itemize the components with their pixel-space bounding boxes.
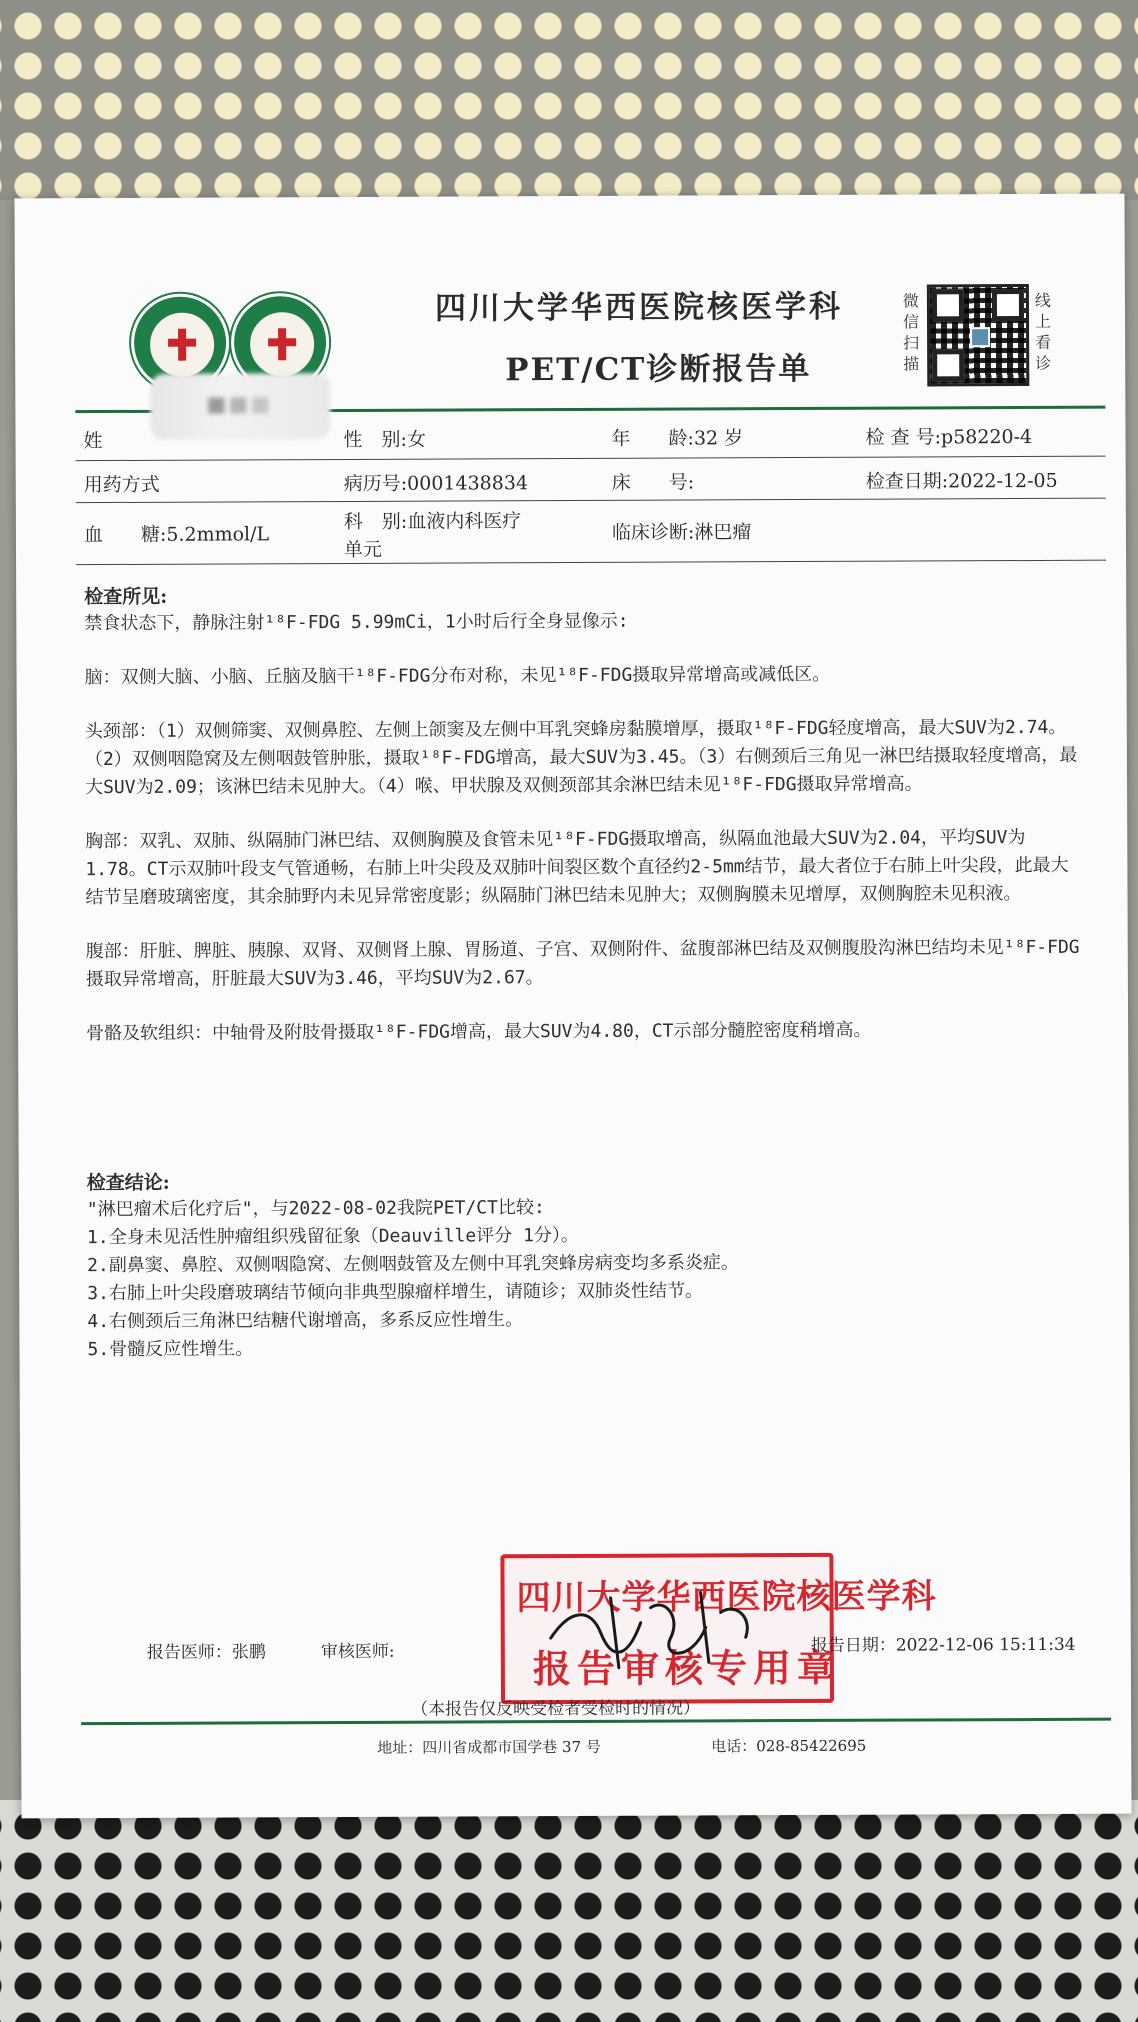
department-field-cont: 单元 [343,538,383,561]
exam-date-field: 检查日期:2022-12-05 [865,469,1058,493]
clinical-diagnosis-field: 临床诊断:淋巴瘤 [611,521,752,544]
exam-number-field: 检 查 号:p58220-4 [865,425,1033,449]
findings-body [84,606,1086,1048]
record-number-field: 病历号:0001438834 [343,472,529,495]
stamp-line-2: 报告审核专用章 [532,1644,842,1692]
findings-intro: 禁食状态下，静脉注射¹⁸F-FDG 5.99mCi，1小时后行全身显像示: [84,610,629,635]
patient-row-3 [76,498,1106,565]
reporting-doctor: 报告医师：张鹏 [146,1642,266,1663]
age-field: 年 龄:32 岁 [611,427,744,450]
patient-row-2 [76,456,1106,503]
conclusion-line: 2.副鼻窦、鼻腔、双侧咽隐窝、左侧咽鼓管及左侧中耳乳突蜂房病变均多系炎症。 [87,1252,739,1277]
handwritten-signature-icon [530,1567,771,1688]
conclusion-line: 3.右肺上叶尖段磨玻璃结节倾向非典型腺瘤样增生，请随诊；双肺炎性结节。 [87,1280,703,1305]
conclusion-line: 1.全身未见活性肿瘤组织残留征象（Deauville评分 1分）。 [86,1224,579,1249]
report-date: 报告日期：2022-12-06 15:11:34 [810,1634,1076,1656]
qr-caption-right: 线上看诊 [1034,290,1052,373]
reviewing-doctor: 审核医师: [320,1641,395,1663]
department-field: 科 别:血液内科医疗 [343,510,522,533]
address: 地址：四川省成都市国学巷 37 号 [377,1737,601,1757]
disclaimer: （本报告仅反映受检者受检时的情况） [411,1698,701,1720]
stamp-line-1: 四川大学华西医院核医学科 [516,1576,937,1619]
findings-abdomen: 腹部：肝脏、脾脏、胰腺、双肾、双侧肾上腺、胃肠道、子宫、双侧附件、盆腹部淋巴结及双侧腹股沟淋巴结均未见¹⁸F-FDG摄取异常增高，肝脏最大SUV为3.46，平均SUV为2.67。 [85,936,1080,991]
blood-sugar-field: 血 糖:5.2mmol/L [83,523,270,547]
conclusion-body [87,1192,1088,1364]
report-title: PET/CT诊断报告单 [505,350,812,389]
findings-brain: 脑：双侧大脑、小脑、丘脑及脑干¹⁸F-FDG分布对称，未见¹⁸F-FDG摄取异常增高或减低区。 [84,663,831,689]
sex-field: 性 别:女 [343,428,426,451]
qr-caption-left: 微信扫描 [902,291,920,374]
qr-code-icon[interactable] [927,284,1029,386]
findings-bone: 骨骼及软组织：中轴骨及附肢骨摄取¹⁸F-FDG增高，最大SUV为4.80，CT示部分髓腔密度稍增高。 [86,1019,872,1045]
bed-field: 床 号: [611,471,695,494]
findings-chest: 胸部：双乳、双肺、纵隔肺门淋巴结、双侧胸膜及食管未见¹⁸F-FDG摄取增高，纵隔血池最大SUV为2.04，平均SUV为1.78。CT示双肺叶段支气管通畅，右肺上叶尖段及双肺叶间裂区数个直径约2-5mm结节，最大者位于右肺上叶尖段，此最大结节呈磨玻璃密度，其余肺野内未见异常密度影；纵隔肺门淋巴结未见肿大；双侧胸膜未见增厚，双侧胸腔未见积液。 [85,827,1069,909]
conclusion-line: 4.右侧颈后三角淋巴结糖代谢增高，多系反应性增生。 [87,1309,524,1333]
hospital-name: 四川大学华西医院核医学科 [434,288,844,327]
conclusion-line: "淋巴瘤术后化疗后"，与2022-08-02我院PET/CT比较: [86,1197,545,1221]
findings-head-neck: 头颈部：（1）双侧筛窦、双侧鼻腔、左侧上颌窦及左侧中耳乳突蜂房黏膜增厚，摄取¹⁸F-FDG轻度增高，最大SUV为2.74。（2）双侧咽隐窝及左侧咽鼓管肿胀，摄取¹⁸F-FDG增高，最大SUV为3.45。（3）右侧颈后三角见一淋巴结摄取轻度增高，最大SUV为2.09；该淋巴结未见肿大。（4）喉、甲状腺及双侧颈部其余淋巴结未见¹⁸F-FDG摄取异常增高。 [84,716,1078,799]
perforated-background-top [0,0,1138,200]
findings-heading: 检查所见: [84,585,168,609]
conclusion-line: 5.骨髓反应性增生。 [87,1338,254,1361]
phone: 电话：028-85422695 [711,1736,867,1756]
perforated-background-bottom [0,1800,1138,2022]
medication-field: 用药方式 [83,473,160,497]
redacted-name [150,373,330,440]
conclusion-heading: 检查结论: [86,1171,170,1195]
name-label: 姓 [83,430,103,453]
report-sheet [14,194,1131,1819]
